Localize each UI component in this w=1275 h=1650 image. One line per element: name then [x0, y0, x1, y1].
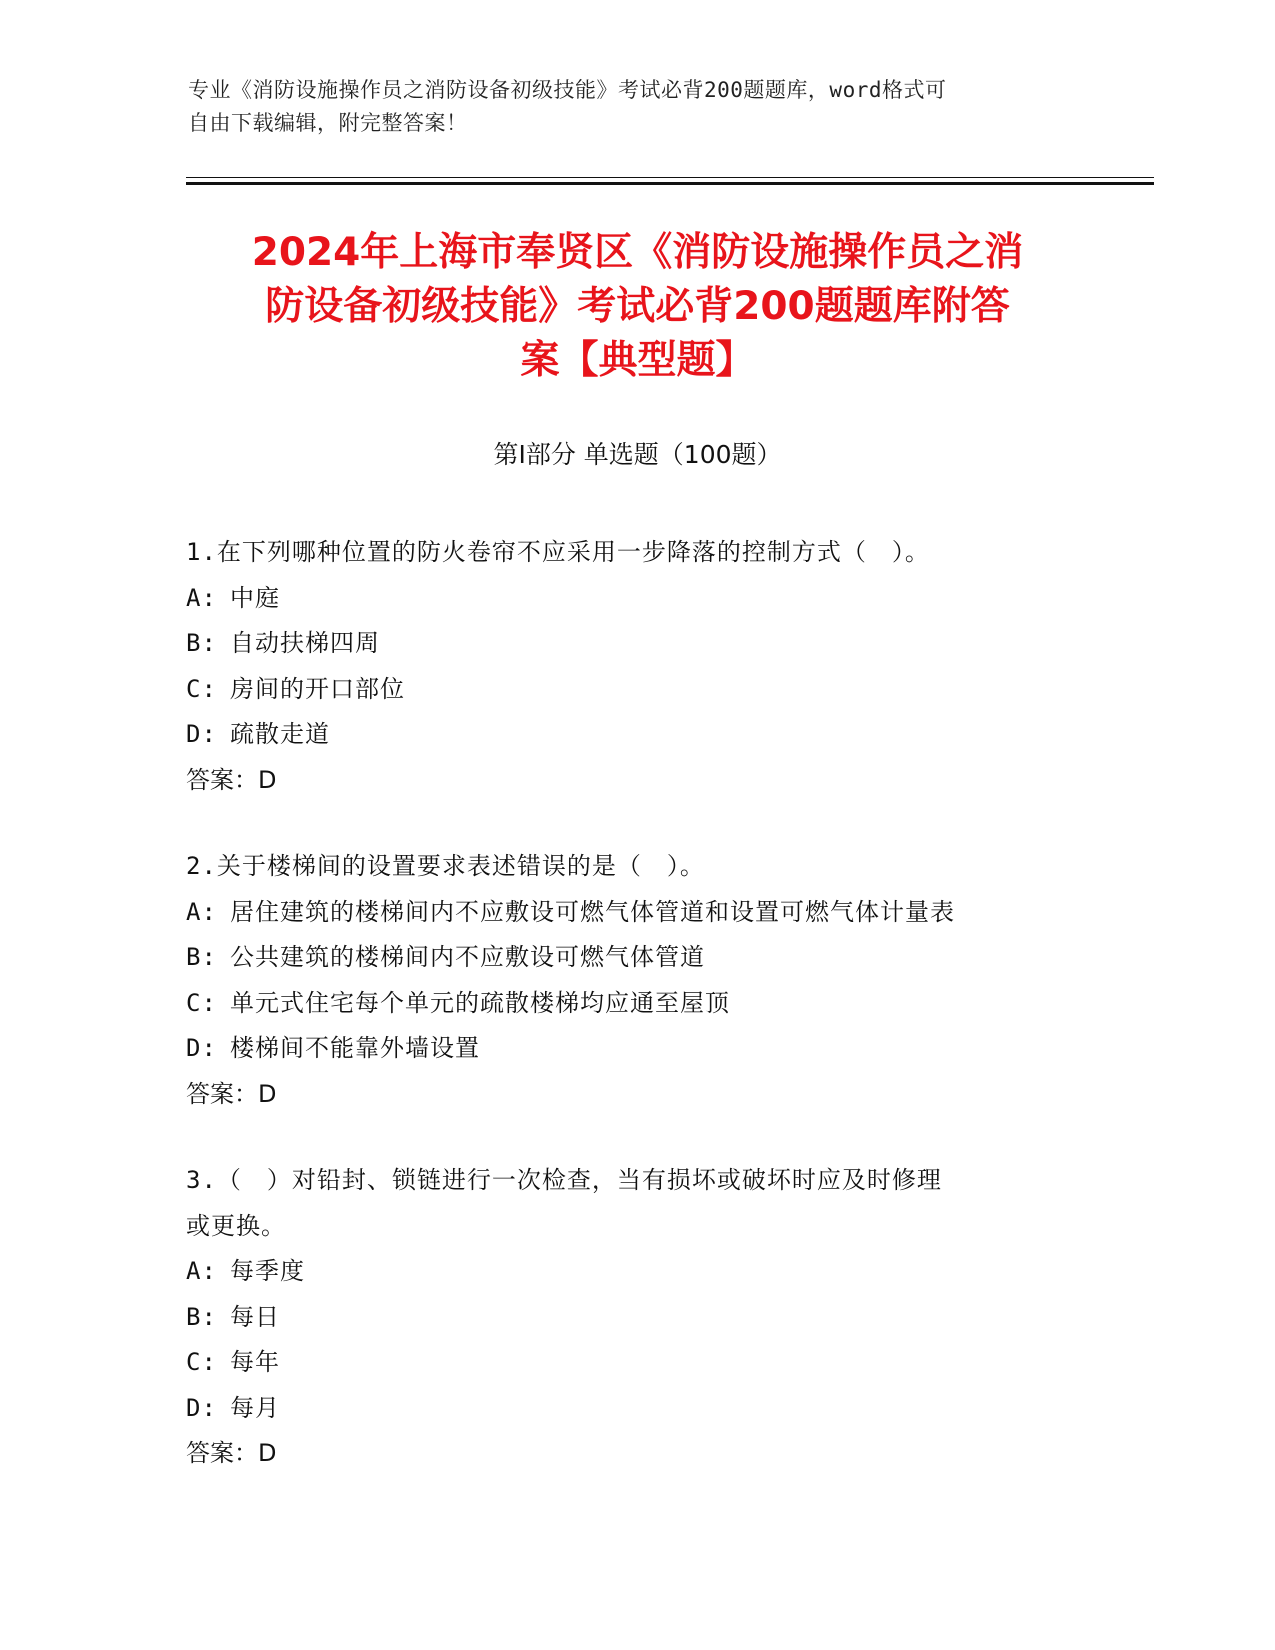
option-key: A: [186, 1257, 217, 1285]
option-b [186, 1295, 1086, 1341]
option-c [186, 667, 1086, 713]
option-b [186, 621, 1086, 667]
question-stem: 3.（ ）对铅封、锁链进行一次检查，当有损坏或破坏时应及时修理 [186, 1166, 942, 1194]
question-stem-continued: 或更换。 [186, 1211, 286, 1240]
header-divider-thick [186, 182, 1154, 185]
header-divider-thin [186, 177, 1154, 178]
option-key: D: [186, 1393, 217, 1422]
option-c [186, 981, 1086, 1027]
option-text: 房间的开口部位 [230, 674, 405, 703]
option-d [186, 712, 1086, 758]
answer-line: 答案：D [186, 1439, 277, 1467]
option-d [186, 1026, 1086, 1072]
option-text: 公共建筑的楼梯间内不应敷设可燃气体管道 [230, 943, 705, 971]
option-a [186, 1249, 1086, 1295]
option-text: 疏散走道 [230, 720, 330, 748]
question-3 [186, 1158, 1086, 1477]
option-key: B: [186, 943, 217, 971]
option-key: D: [186, 1034, 217, 1062]
option-a [186, 890, 1086, 936]
option-c [186, 1340, 1086, 1386]
question-1 [186, 530, 1086, 803]
option-key: C: [186, 1348, 217, 1376]
option-key: C: [186, 674, 217, 703]
document-title [160, 226, 1115, 388]
option-key: B: [186, 629, 217, 657]
document-title-line: 2024年上海市奉贤区《消防设施操作员之消 [251, 230, 1024, 275]
option-a [186, 576, 1086, 622]
header-note [188, 74, 1068, 140]
header-note-line: 专业《消防设施操作员之消防设备初级技能》考试必背200题题库，word格式可 [188, 78, 947, 102]
option-text: 中庭 [230, 583, 280, 612]
option-text: 单元式住宅每个单元的疏散楼梯均应通至屋顶 [230, 988, 730, 1017]
option-text: 居住建筑的楼梯间内不应敷设可燃气体管道和设置可燃气体计量表 [230, 897, 955, 926]
option-key: C: [186, 988, 217, 1017]
question-2 [186, 844, 1086, 1117]
option-b [186, 935, 1086, 981]
question-stem: 2.关于楼梯间的设置要求表述错误的是（ ）。 [186, 852, 705, 880]
option-d [186, 1386, 1086, 1432]
option-text: 每年 [230, 1348, 280, 1376]
option-text: 每日 [230, 1302, 280, 1331]
question-list [186, 530, 1086, 1518]
question-stem: 1.在下列哪种位置的防火卷帘不应采用一步降落的控制方式（ ）。 [186, 538, 930, 566]
section-heading: 第Ⅰ部分 单选题（100题） [493, 440, 782, 469]
header-note-line: 自由下载编辑，附完整答案！ [188, 111, 468, 135]
option-key: D: [186, 720, 217, 748]
option-text: 每月 [230, 1393, 280, 1422]
answer-line: 答案：D [186, 1079, 277, 1108]
option-text: 每季度 [230, 1257, 305, 1285]
option-text: 楼梯间不能靠外墙设置 [230, 1034, 480, 1062]
document-title-line: 案【典型题】 [520, 338, 755, 383]
option-key: A: [186, 583, 217, 612]
document-title-line: 防设备初级技能》考试必背200题题库附答 [265, 284, 1010, 329]
option-text: 自动扶梯四周 [230, 629, 380, 657]
option-key: A: [186, 897, 217, 926]
answer-line: 答案：D [186, 765, 277, 794]
option-key: B: [186, 1302, 217, 1331]
